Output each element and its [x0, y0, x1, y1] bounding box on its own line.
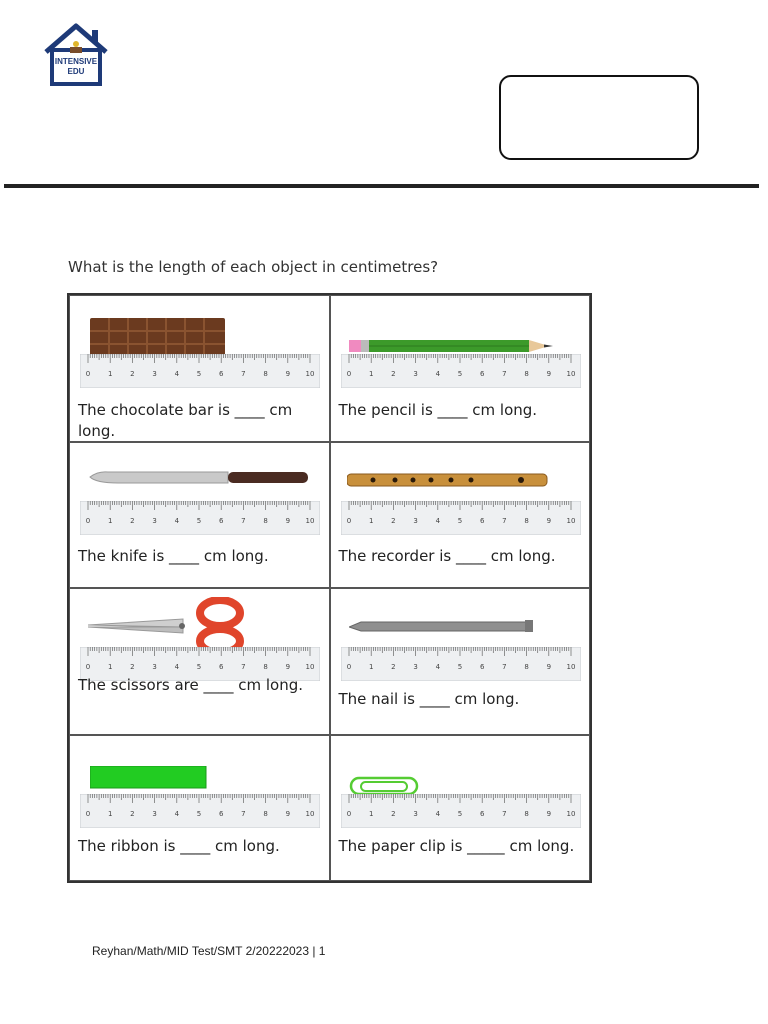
caption-knife: The knife is ____ cm long. — [78, 546, 269, 565]
ruler-tick-label: 8 — [523, 370, 529, 378]
ruler-tick-label: 10 — [566, 370, 575, 378]
ruler-tick-label: 1 — [368, 809, 373, 818]
ruler-tick-label: 5 — [457, 663, 462, 671]
cell-nail — [330, 588, 591, 735]
ruler-tick-label: 8 — [523, 663, 529, 671]
ruler-tick-label: 4 — [435, 370, 440, 378]
ruler-tick-label: 10 — [305, 663, 315, 671]
ruler-tick-label: 7 — [241, 663, 246, 671]
ruler-tick-label: 0 — [346, 663, 351, 671]
cell-chocolate-bar — [69, 295, 330, 442]
ruler-tick-label: 3 — [412, 516, 418, 525]
intensive-edu-logo — [42, 22, 110, 88]
cell-pencil — [330, 295, 591, 442]
ruler-tick-label: 8 — [263, 809, 268, 818]
ruler-tick-label: 7 — [501, 663, 507, 671]
knife-image — [88, 469, 310, 489]
ruler-tick-label: 9 — [546, 809, 551, 818]
caption-ribbon: The ribbon is ____ cm long. — [78, 836, 280, 855]
ruler-tick-label: 4 — [174, 516, 180, 525]
ruler-tick-label: 2 — [390, 370, 396, 378]
ruler-tick-label: 3 — [412, 809, 418, 818]
ruler-tick-label: 4 — [435, 663, 440, 671]
ruler-tick-label: 7 — [241, 370, 246, 378]
ruler-tick-label: 10 — [305, 370, 315, 378]
score-box — [499, 75, 699, 160]
caption-scissors: The scissors are ____ cm long. — [78, 676, 304, 694]
ruler-tick-label: 5 — [196, 370, 202, 378]
ruler-tick-label: 3 — [152, 516, 157, 525]
ruler-tick-label: 1 — [368, 370, 373, 378]
ruler-tick-label: 2 — [130, 809, 135, 818]
ruler-tick-label: 1 — [107, 516, 113, 525]
ruler-tick-label: 0 — [346, 516, 351, 525]
ruler-tick-label: 8 — [263, 370, 268, 378]
ruler-tick-label: 8 — [523, 516, 529, 525]
header-divider — [4, 184, 759, 188]
ruler-tick-label: 1 — [107, 809, 113, 818]
ruler-tick-label: 0 — [346, 809, 351, 818]
ruler-tick-label: 3 — [152, 370, 157, 378]
caption-pencil: The pencil is ____ cm long. — [338, 401, 538, 419]
cell-ribbon — [69, 735, 330, 882]
ruler-tick-label: 4 — [174, 809, 180, 818]
ruler-tick-label: 0 — [85, 663, 91, 671]
ruler-tick-label: 0 — [85, 370, 91, 378]
ruler-tick-label: 4 — [174, 663, 180, 671]
ruler-tick-label: 0 — [85, 516, 91, 525]
ruler-tick-label: 10 — [305, 809, 315, 818]
ruler-tick-label: 6 — [218, 516, 224, 525]
ruler-tick-label: 9 — [285, 809, 291, 818]
ruler-tick-label: 2 — [390, 663, 396, 671]
ruler-tick-label: 6 — [479, 663, 484, 671]
ruler-tick-label: 6 — [218, 663, 224, 671]
ruler-tick-label: 2 — [390, 809, 396, 818]
ruler-tick-label: 9 — [285, 370, 291, 378]
ruler-tick-label: 8 — [263, 663, 268, 671]
ruler-tick-label: 6 — [218, 370, 224, 378]
ruler-tick-label: 9 — [546, 516, 551, 525]
ruler-tick-label: 9 — [285, 516, 291, 525]
ruler-tick-label: 4 — [435, 516, 440, 525]
ruler-tick-label: 3 — [412, 663, 418, 671]
ruler — [341, 354, 581, 388]
ruler-tick-label: 2 — [390, 516, 396, 525]
ruler — [80, 794, 320, 828]
ruler-tick-label: 2 — [130, 370, 135, 378]
ruler-tick-label: 2 — [130, 663, 135, 671]
ruler-tick-label: 4 — [174, 370, 180, 378]
ruler-tick-label: 9 — [546, 663, 551, 671]
cell-scissors — [69, 588, 330, 735]
ruler-tick-label: 5 — [457, 370, 462, 378]
ruler-tick-label: 10 — [305, 516, 315, 525]
recorder-image — [347, 471, 552, 491]
ruler-tick-label: 3 — [152, 663, 157, 671]
logo-text-2: EDU — [67, 67, 85, 76]
ruler-tick-label: 5 — [196, 516, 202, 525]
ruler-tick-label: 10 — [566, 809, 575, 818]
ruler-tick-label: 6 — [479, 370, 484, 378]
ruler-tick-label: 3 — [152, 809, 157, 818]
ruler — [80, 354, 320, 388]
ruler-tick-label: 5 — [457, 809, 462, 818]
page-footer: Reyhan/Math/MID Test/SMT 2/20222023 | 1 — [92, 944, 326, 958]
ruler-tick-label: 2 — [130, 516, 135, 525]
ruler-tick-label: 7 — [501, 516, 507, 525]
logo-text-1: INTENSIVE — [54, 57, 98, 66]
ruler-tick-label: 7 — [241, 809, 246, 818]
ruler-tick-label: 10 — [566, 516, 575, 525]
cell-knife — [69, 442, 330, 589]
ribbon-image — [90, 766, 208, 790]
ruler-tick-label: 6 — [218, 809, 224, 818]
ruler — [341, 647, 581, 681]
caption-nail: The nail is ____ cm long. — [338, 690, 520, 708]
question-text: What is the length of each object in centimetres? — [68, 258, 439, 276]
ruler-tick-label: 1 — [368, 663, 373, 671]
ruler-tick-label: 1 — [368, 516, 373, 525]
ruler — [341, 501, 581, 535]
ruler-tick-label: 6 — [479, 516, 484, 525]
ruler-tick-label: 1 — [107, 370, 113, 378]
cell-paper-clip — [330, 735, 591, 882]
ruler-tick-label: 0 — [346, 370, 351, 378]
caption-paper-clip: The paper clip is _____ cm long. — [338, 836, 575, 855]
ruler-tick-label: 8 — [523, 809, 529, 818]
ruler-tick-label: 9 — [285, 663, 291, 671]
ruler-tick-label: 8 — [263, 516, 268, 525]
nail-image — [349, 619, 534, 633]
ruler-tick-label: 4 — [435, 809, 440, 818]
ruler-tick-label: 0 — [85, 809, 91, 818]
ruler-tick-label: 10 — [566, 663, 575, 671]
caption-recorder: The recorder is ____ cm long. — [338, 546, 556, 565]
ruler — [80, 501, 320, 535]
caption-chocolate-bar: The chocolate bar is ____ cm long. — [78, 401, 293, 440]
ruler-tick-label: 3 — [412, 370, 418, 378]
ruler-tick-label: 5 — [196, 663, 202, 671]
ruler-tick-label: 7 — [501, 370, 507, 378]
measurement-grid — [67, 293, 592, 883]
ruler — [341, 794, 581, 828]
chocolate-bar-image — [90, 318, 225, 358]
ruler-tick-label: 7 — [241, 516, 246, 525]
ruler-tick-label: 9 — [546, 370, 551, 378]
cell-recorder — [330, 442, 591, 589]
ruler-tick-label: 7 — [501, 809, 507, 818]
ruler-tick-label: 5 — [196, 809, 202, 818]
pencil-image — [349, 338, 554, 354]
ruler-tick-label: 5 — [457, 516, 462, 525]
ruler-tick-label: 6 — [479, 809, 484, 818]
ruler-tick-label: 1 — [107, 663, 113, 671]
